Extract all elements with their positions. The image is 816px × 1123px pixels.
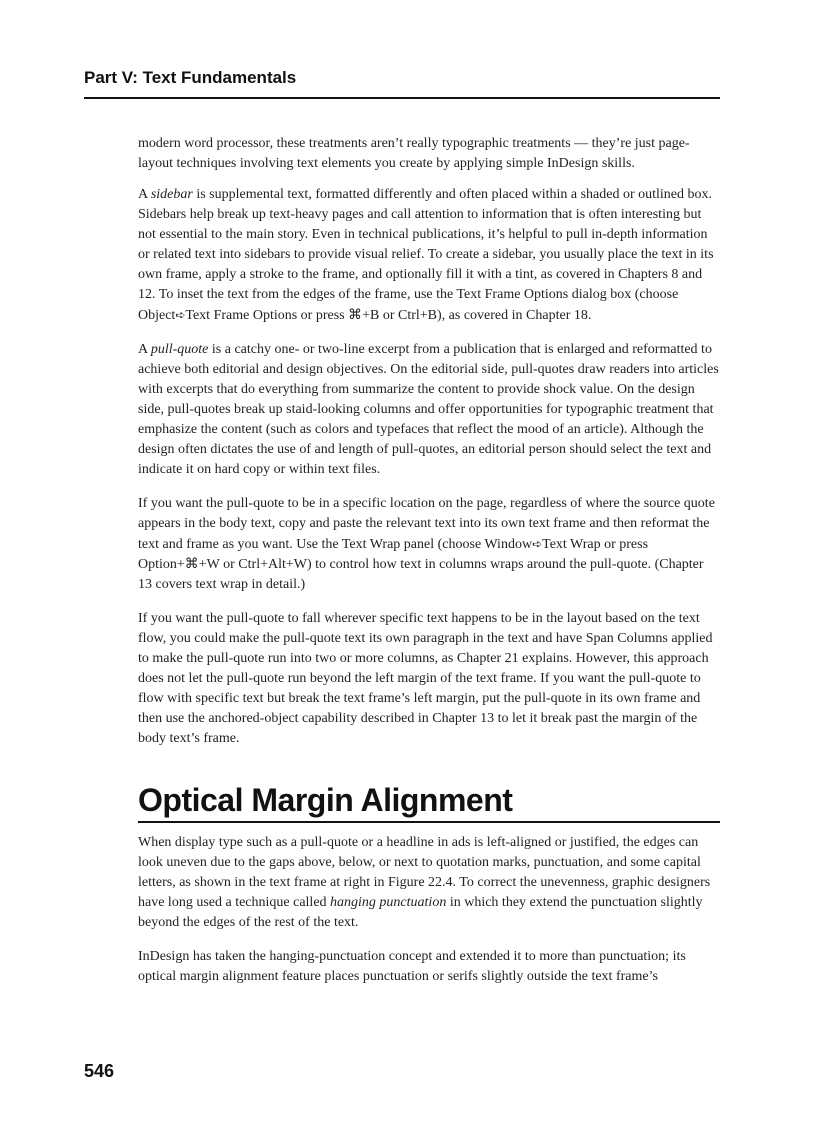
body-text [138, 134, 720, 1001]
paragraph-span-columns: If you want the pull-quote to fall wherever specific text happens to be in the layout based on the text flow, you could make the pull-quote text its own paragraph in the text and have Span Columns applied to make the pull-quote run into two or more columns, as Chapter 21 explains. However, this approach does not let the pull-quote run beyond the left margin of the text frame. If you want the pull-quote to flow with specific text but break the text frame’s left margin, put the pull-quote in its own frame and then use the anchored-object capability described in Chapter 13 to let it break past the margin of the body text’s frame. [138, 611, 713, 746]
paragraph-1: modern word processor, these treatments aren’t really typographic treatments — they’re just page-layout techniques involving text elements you create by applying simple InDesign skills. [138, 136, 690, 171]
term-hanging-punctuation: hanging punctuation [330, 895, 447, 910]
text-run: When display type such as a pull-quote or a headline in ads is left-aligned or justified, the edges can look uneven due to the gaps above, below, or next to quotation marks, punctuation, and some capital letters, as shown in the text frame at right in Figure 22.4. To correct the unevenness, graphic designers have long used a technique called [138, 835, 711, 910]
paragraph-hanging-punctuation [138, 833, 720, 933]
term-pull-quote: pull-quote [150, 342, 209, 357]
menu-arrow-icon: ➪ [532, 537, 543, 551]
menu-arrow-icon: ➪ [175, 308, 186, 322]
section-heading: Optical Margin Alignment [138, 782, 720, 823]
running-head: Part V: Text Fundamentals [84, 66, 720, 99]
text-run: in which they extend the punctuation slightly beyond the edges of the rest of the text. [138, 895, 703, 930]
paragraph-sidebar [138, 185, 720, 326]
text-run: A [138, 342, 151, 357]
term-sidebar: sidebar [150, 187, 193, 202]
paragraph-pull-quote [138, 340, 720, 480]
text-run: is supplemental text, formatted differently and often placed within a shaded or outlined box. Sidebars help break up text-heavy pages and call attention to information that is often interesting but not essential to the main story. Even in technical publications, it’s helpful to pull in-depth information or related text into sidebars to provide visual relief. To create a sidebar, you usually place the text in its own frame, apply a stroke to the frame, and optionally fill it with a tint, as covered in Chapters 8 and 12. To inset the text from the edges of the frame, use the Text Frame Options dialog box (choose Object [138, 187, 714, 323]
text-run: Text Frame Options or press ⌘+B or Ctrl+B), as covered in Chapter 18. [185, 308, 592, 323]
paragraph-optical-margin: InDesign has taken the hanging-punctuation concept and extended it to more than punctuation; its optical margin alignment feature places punctuation or serifs slightly outside the text frame’s [138, 949, 686, 984]
page-number: 546 [84, 1061, 115, 1081]
text-run: A [138, 187, 151, 202]
text-run: is a catchy one- or two-line excerpt from a publication that is enlarged and reformatted to achieve both editorial and design objectives. On the editorial side, pull-quotes draw readers into articles with excerpts that do everything from summarize the content to provide shock value. On the design side, pull-quotes break up staid-looking columns and offer opportunities for typographic treatment that emphasize the content (such as colors and typefaces that reflect the mood of an article). Although the design often dictates the use of and length of pull-quotes, an editorial person should select the text and indicate it on hard copy or within text files. [138, 342, 719, 477]
text-run: If you want the pull-quote to be in a specific location on the page, regardless of where the source quote appears in the body text, copy and paste the relevant text into its own text frame and then reformat the text and frame as you want. Use the Text Wrap panel (choose Window [138, 496, 715, 552]
paragraph-text-wrap [138, 494, 720, 595]
text-run: Text Wrap or press Option+⌘+W or Ctrl+Alt+W) to control how text in columns wraps around the pull-quote. (Chapter 13 covers text wrap in detail.) [138, 537, 704, 592]
